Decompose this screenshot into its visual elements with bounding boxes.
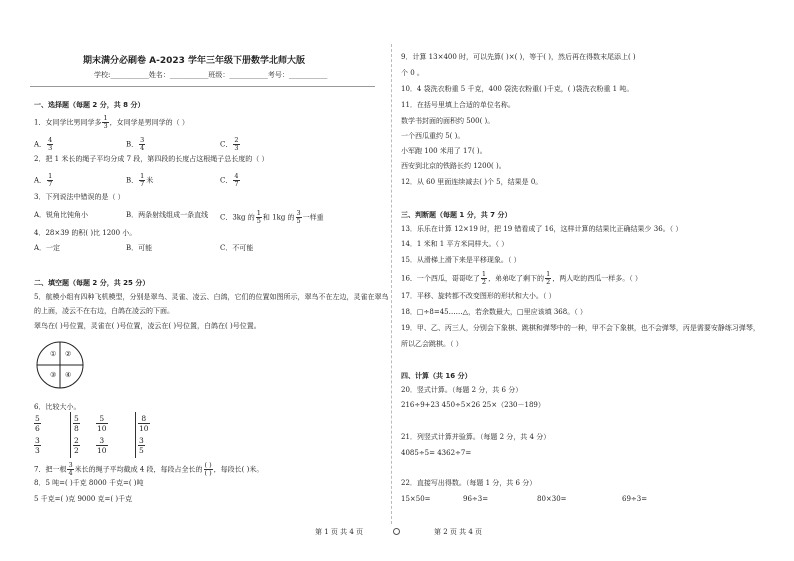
q1-option-c: C． $\frac{2}{3}$ <box>220 136 239 152</box>
question-4: 4．28×39 的积( )比 1200 小。 <box>34 229 137 237</box>
question-20-items: 216÷9+23 450÷5×26 25×（230－189） <box>401 401 545 409</box>
q6-pair4-left: 3 10 <box>97 436 107 455</box>
position-cell-3: ③ <box>50 371 57 379</box>
question-13: 13．乐乐在计算 12×19 时，把 19 错看成了 16，这样计算的结果比正确结果少 36。（ ） <box>401 225 683 233</box>
question-5-line-1: 5．航模小组有四种飞机模型，分别是翠鸟、灵雀、凌云、白鸽，它们的位置如图所示，翠鸟不在左边，灵雀在翠鸟 <box>34 293 389 301</box>
question-11-a: 数学书封面的面积约 500( )。 <box>401 117 495 125</box>
question-9-line-2: 个 0 。 <box>401 69 424 77</box>
q1-option-b: B． $\frac{3}{4}$ <box>126 136 145 152</box>
question-11-b: 一个西瓜重约 5( )。 <box>401 132 465 140</box>
question-6: 6．比较大小。 <box>34 403 81 411</box>
question-19-line-2: 所以乙会跳棋。（ ） <box>401 340 463 348</box>
question-22-item-2: 96÷3= <box>463 495 489 503</box>
q6-pair3-left: 3 3 <box>35 436 40 455</box>
question-14: 14．1 米和 1 平方米同样大。（ ） <box>401 240 509 248</box>
q6-pair2-right: 8 10 <box>139 414 149 433</box>
q2-option-b: B． $\frac{1}{7}$ 米 <box>126 172 154 188</box>
q4-option-a: A．一定 <box>34 244 61 252</box>
question-8-line-2: 5 千克=( )克 9000 克=( )千克 <box>34 495 133 503</box>
q1-stem-b: ，女同学是男同学的（ ） <box>109 118 189 127</box>
q6-pair3-right: 2 2 <box>74 436 79 455</box>
q4-option-c: C．不可能 <box>220 244 254 252</box>
question-3: 3．下列说法中错误的是（ ） <box>34 193 125 201</box>
question-19-line-1: 19．甲、乙、丙三人，分别会下象棋、跳棋和弹琴中的一种，甲不会下象棋，也不会弹琴，丙是需要安静练习弹琴， <box>401 324 760 332</box>
q4-option-b: B．可能 <box>126 244 153 252</box>
section-fill-heading: 二、填空题（每题 2 分，共 25 分） <box>34 279 150 287</box>
q3-option-a: A．锐角比钝角小 <box>34 211 89 219</box>
position-cell-4: ④ <box>65 371 72 379</box>
question-5-line-2: 的上面，凌云不在右边，白鸽在凌云的下面。 <box>34 307 174 315</box>
question-8-line-1: 8．5 吨=( )千克 8000 千克=( )吨 <box>34 479 144 487</box>
q6-pair2-left: 5 10 <box>97 414 107 433</box>
q2-option-c: C． $\frac{4}{7}$ <box>220 172 239 188</box>
right-page-number: 第 2 页 共 4 页 <box>434 528 483 536</box>
q6-pair1-left: 5 6 <box>35 414 40 433</box>
question-9-line-1: 9．计算 13×400 时，可以先算( )×( )，等于( )，然后再在得数末尾添上( ) <box>401 53 636 61</box>
page-divider <box>391 44 392 524</box>
q3-option-c: C．3kg 的 $\frac{1}{5}$ 和 1kg 的 $\frac{3}{5}$ 一样重 <box>220 209 324 225</box>
section-judge-heading: 三、判断题（每题 1 分，共 7 分） <box>401 211 512 219</box>
right-page <box>397 0 794 561</box>
q1-stem-a: 1．女同学比男同学多 <box>34 118 102 127</box>
student-info-line: 学校:___________姓名：___________班级：___________考号：___________ <box>94 71 328 79</box>
header-rule <box>30 86 375 87</box>
position-cell-2: ② <box>65 350 72 358</box>
q2-option-a: A． $\frac{1}{7}$ <box>34 172 53 188</box>
question-17: 17．平移、旋转都不改变图形的形状和大小。（ ） <box>401 292 556 300</box>
question-5-line-3: 翠鸟在( )号位置，灵雀在( )号位置，凌云在( )号位置，白鸽在( )号位置。 <box>34 322 261 330</box>
question-16: 16．一个西瓜，哥哥吃了 $\frac{1}{2}$ ，弟弟吃了剩下的 $\frac{1}{2}$ ，两人吃的西瓜一样多。（ ） <box>401 270 642 286</box>
q6-pair1-right: 5 8 <box>74 414 79 433</box>
left-page-number: 第 1 页 共 4 页 <box>315 528 364 536</box>
section-calc-heading: 四、计算（共 16 分） <box>401 372 472 380</box>
question-2: 2．把 1 米长的绳子平均分成 7 段，第四段的长度占这根绳子总长度的（ ） <box>34 155 269 163</box>
q3-option-b: B．两条射线组成一条直线 <box>126 211 209 219</box>
question-22-item-3: 80×30= <box>537 495 567 503</box>
question-12: 12．从 60 里面连续减去( )个 5，结果是 0。 <box>401 178 543 186</box>
question-11-c: 小军跑 100 米用了 17( )。 <box>401 147 487 155</box>
question-1 <box>34 115 189 130</box>
q6-pair4-right: 3 5 <box>139 436 144 455</box>
position-cell-1: ① <box>50 350 57 358</box>
q1-fraction: $\frac{1}{3}$ <box>103 114 108 130</box>
question-22-item-4: 69÷3= <box>622 495 648 503</box>
question-21-items: 4085÷5= 4362÷7= <box>401 449 472 457</box>
question-20: 20．竖式计算。（每题 2 分，共 6 分） <box>401 386 523 394</box>
question-21: 21．列竖式计算并验算。（每题 2 分，共 4 分） <box>401 433 551 441</box>
question-18: 18．□÷8=45……△，若余数最大，□里应该填 368。（ ） <box>401 308 587 316</box>
position-circle-diagram <box>35 340 85 390</box>
q7-answer-fraction: $\frac{( )}{( )}$ <box>204 461 212 477</box>
question-7: 7．把一根 $\frac{3}{4}$ 米长的绳子平均截成 4 段，每段占全长的 $\frac{( )}{( )}$ ，每段长( )米。 <box>34 461 264 477</box>
question-15: 15．从滑梯上滑下来是平移现象。（ ） <box>401 256 521 264</box>
exam-title: 期末满分必刷卷 A-2023 学年三年级下册数学北师大版 <box>83 56 306 66</box>
question-11: 11．在括号里填上合适的单位名称。 <box>401 101 515 109</box>
section-choice-heading: 一、选择题（每题 2 分，共 8 分） <box>34 101 145 109</box>
question-11-d: 西安到北京的铁路长约 1200( )。 <box>401 162 506 170</box>
question-10: 10．4 袋洗衣粉重 5 千克，400 袋洗衣粉重( )千克，( )袋洗衣粉重 1 吨。 <box>401 85 634 93</box>
question-22: 22．直接写出得数。（每题 1 分，共 6 分） <box>401 479 537 487</box>
q1-option-a: A． $\frac{4}{3}$ <box>34 136 53 152</box>
question-22-item-1: 15×50= <box>401 495 431 503</box>
